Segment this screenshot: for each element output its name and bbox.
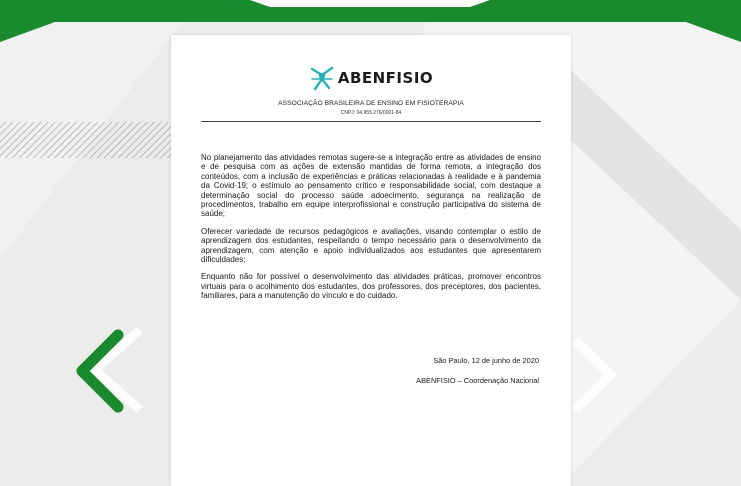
logo [171, 63, 571, 93]
paragraph: Oferecer variedade de recursos pedagógicos e avaliações, visando contemplar o estilo de aprendizagem dos estudantes, respeitando o tempo necessário para o desenvolvimento da aprendizagem, com atenção e apoio individualizados aos estudantes que apresentarem dificuldades; [201, 226, 541, 265]
letter-body [201, 153, 541, 309]
place-date: São Paulo, 12 de junho de 2020 [433, 356, 539, 365]
paragraph: Enquanto não for possível o desenvolvimento das atividades práticas, promover encontros virtuais para o acolhimento dos estudantes, dos professores, dos preceptores, dos pacientes, familiares, para a manutenção do vínculo e do cuidado. [201, 272, 541, 301]
letter-page [171, 35, 571, 486]
logo-text: ABENFISIO [337, 69, 434, 87]
org-cnpj: CNPJ: 04.955.276/0001-84 [340, 110, 402, 116]
abenfisio-logo-icon [309, 65, 335, 91]
org-name: ASSOCIAÇÃO BRASILEIRA DE ENSINO EM FISIOTERAPIA [278, 100, 464, 107]
signature: ABENFISIO – Coordenação Nacional [416, 376, 539, 385]
paragraph: No planejamento das atividades remotas sugere-se a integração entre as atividades de ensino e de pesquisa com as ações de extensão mantidas de forma remota, a integração dos conteúdos, com a inclusão de experiências e práticas relacionadas à realidade e à pandemia da Covid-19; o estímulo ao pensamento crítico e responsabilidade social, com destaque a determinação social do processo saúde adoecimento, segurança na realização de procedimentos, trabalho em equipe interprofissional e construção participativa do sistema de saúde; [201, 153, 541, 219]
header-divider [201, 121, 541, 122]
hatch-band [0, 122, 171, 158]
